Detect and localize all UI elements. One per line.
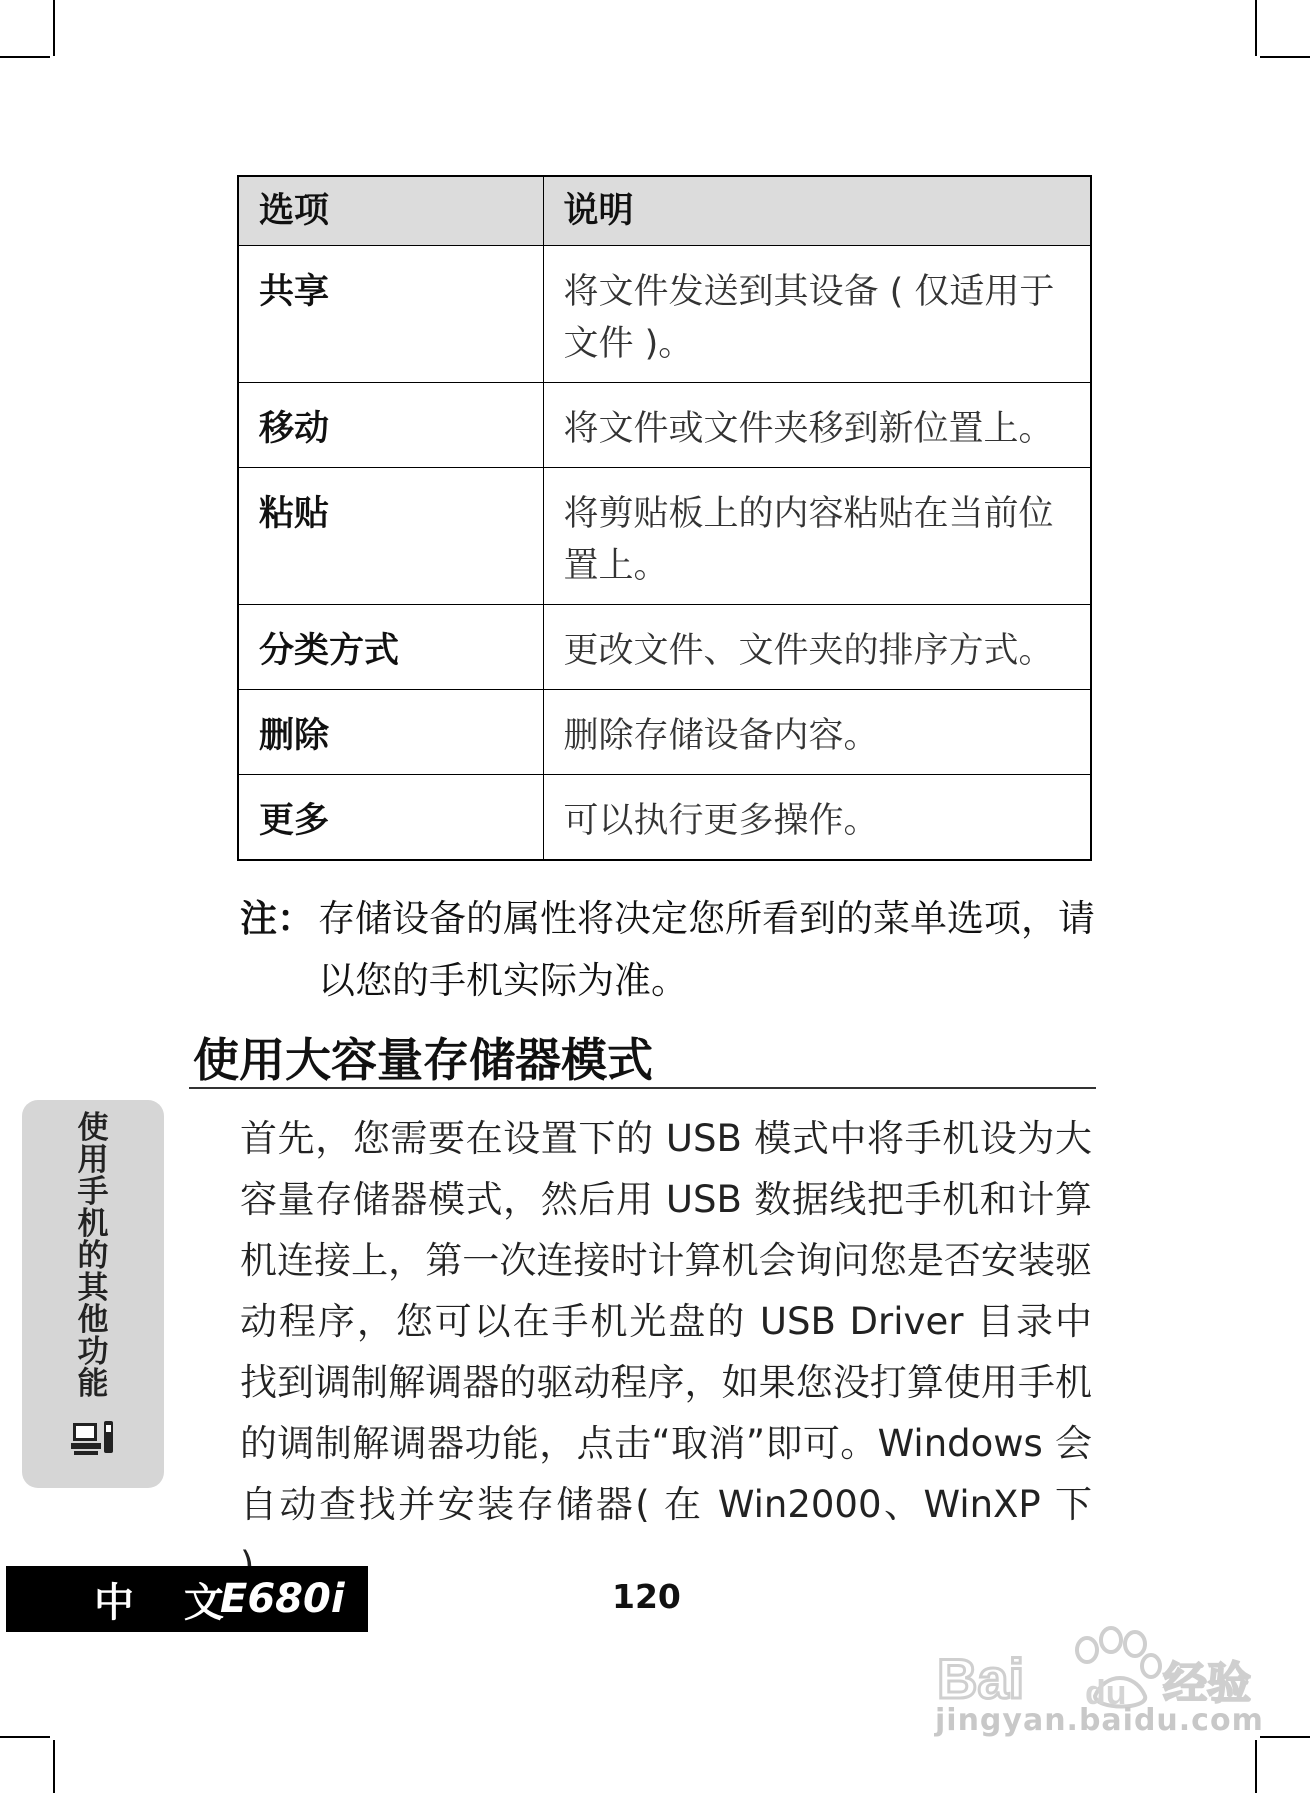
crop-mark	[1260, 56, 1310, 58]
table-row	[238, 690, 1091, 775]
option-cell: 更多	[238, 775, 543, 861]
description-cell: 将文件或文件夹移到新位置上。	[543, 383, 1091, 468]
note	[240, 888, 1100, 1002]
baidu-paw-watermark-icon	[935, 1610, 1275, 1770]
table-row	[238, 246, 1091, 383]
crop-mark	[0, 1736, 50, 1738]
section-body: 首先，您需要在设置下的 USB 模式中将手机设为大容量存储器模式，然后用 USB 数据线把手机和计算机连接上，第一次连接时计算机会询问您是否安装驱动程序，您可以在手机光盘的 USB Driver 目录中找到调制解调器的驱动程序，如果您没打算使用手机的调制解调器功能，点击“取消”即可。Windows 会自动查找并安装存储器( 在 Win2000、WinXP 下	[240, 1117, 1092, 1526]
option-cell: 分类方式	[238, 605, 543, 690]
crop-mark	[0, 56, 50, 58]
option-cell: 粘贴	[238, 468, 543, 605]
crop-mark	[53, 0, 55, 56]
watermark-url: jingyan.baidu.com	[935, 1703, 1264, 1738]
footer-language: 中 文	[94, 1579, 242, 1626]
note-text: 存储设备的属性将决定您所看到的菜单选项，请以您的手机实际为准。	[318, 897, 1095, 1002]
section-heading: 使用大容量存储器模式	[193, 1033, 653, 1087]
description-cell: 删除存储设备内容。	[543, 690, 1091, 775]
description-cell: 将文件发送到其设备 ( 仅适用于文件 )。	[543, 246, 1091, 383]
crop-mark	[1255, 0, 1257, 56]
table-header-row	[238, 176, 1091, 246]
table-row	[238, 775, 1091, 861]
table-row	[238, 468, 1091, 605]
option-cell: 移动	[238, 383, 543, 468]
svg-text:经验: 经验	[1163, 1658, 1251, 1709]
description-cell: 更改文件、文件夹的排序方式。	[543, 605, 1091, 690]
description-cell: 可以执行更多操作。	[543, 775, 1091, 861]
svg-text:du: du	[1085, 1674, 1127, 1712]
description-cell: 将剪贴板上的内容粘贴在当前位置上。	[543, 468, 1091, 605]
svg-text:Bai: Bai	[937, 1647, 1025, 1710]
option-cell: 共享	[238, 246, 543, 383]
phone-computer-icon	[71, 1415, 115, 1459]
table-row	[238, 605, 1091, 690]
options-table	[237, 175, 1092, 861]
chapter-side-tab	[22, 1100, 164, 1488]
note-label: 注：	[240, 897, 314, 940]
column-header-option: 选项	[238, 176, 543, 246]
heading-divider	[189, 1087, 1096, 1089]
page-number: 120	[612, 1577, 681, 1616]
side-tab-label: 使用手机的其他功能	[77, 1110, 109, 1402]
table-row	[238, 383, 1091, 468]
option-cell: 删除	[238, 690, 543, 775]
footer-model: E680i	[220, 1576, 345, 1622]
crop-mark	[53, 1740, 55, 1793]
column-header-description: 说明	[543, 176, 1091, 246]
footer-model-banner	[6, 1566, 368, 1632]
